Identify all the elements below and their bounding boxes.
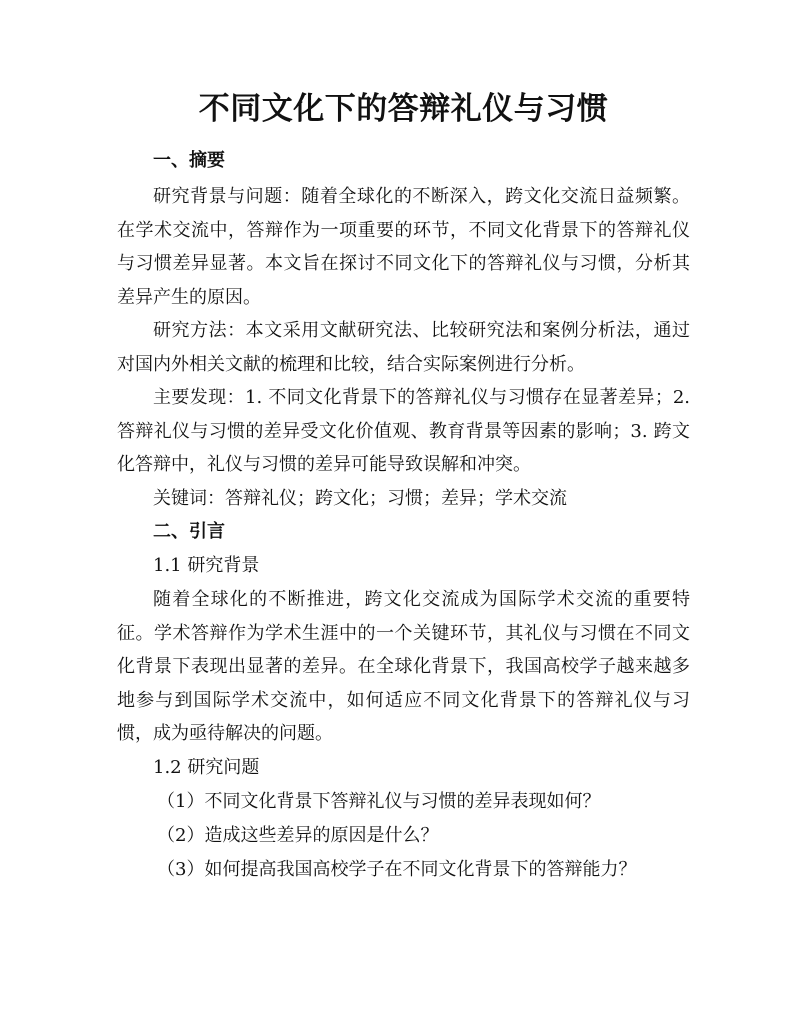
research-question-item: （1）不同文化背景下答辩礼仪与习惯的差异表现如何？ — [157, 790, 601, 812]
page-title: 不同文化下的答辩礼仪与习惯 — [198, 91, 609, 127]
research-question-item: （2）造成这些差异的原因是什么？ — [157, 824, 439, 846]
section-heading-introduction: 二、引言 — [153, 521, 225, 542]
section-heading-abstract: 一、摘要 — [153, 150, 225, 171]
abstract-findings-paragraph: 主要发现：1. 不同文化背景下的答辩礼仪与习惯存在显著差异；2. 答辩礼仪与习惯的差异受文化价值观、教育背景等因素的影响；3. 跨文化答辩中，礼仪与习惯的差异可能导致误解和冲突。 — [117, 387, 690, 475]
subsection-heading-background: 1.1 研究背景 — [153, 555, 260, 576]
abstract-background-paragraph: 研究背景与问题：随着全球化的不断深入，跨文化交流日益频繁。在学术交流中，答辩作为一项重要的环节，不同文化背景下的答辩礼仪与习惯差异显著。本文旨在探讨不同文化下的答辩礼仪与习惯，分析其差异产生的原因。 — [117, 186, 690, 308]
subsection-heading-research-questions: 1.2 研究问题 — [153, 756, 260, 778]
abstract-methods-paragraph: 研究方法：本文采用文献研究法、比较研究法和案例分析法，通过对国内外相关文献的梳理和比较，结合实际案例进行分析。 — [117, 320, 690, 375]
background-paragraph: 随着全球化的不断推进，跨文化交流成为国际学术交流的重要特征。学术答辩作为学术生涯中的一个关键环节，其礼仪与习惯在不同文化背景下表现出显著的差异。在全球化背景下，我国高校学子越来越多地参与到国际学术交流中，如何适应不同文化背景下的答辩礼仪与习惯，成为亟待解决的问题。 — [117, 589, 690, 744]
keywords-line: 关键词：答辩礼仪；跨文化；习惯；差异；学术交流 — [153, 487, 567, 509]
research-question-item: （3）如何提高我国高校学子在不同文化背景下的答辩能力？ — [157, 858, 637, 880]
